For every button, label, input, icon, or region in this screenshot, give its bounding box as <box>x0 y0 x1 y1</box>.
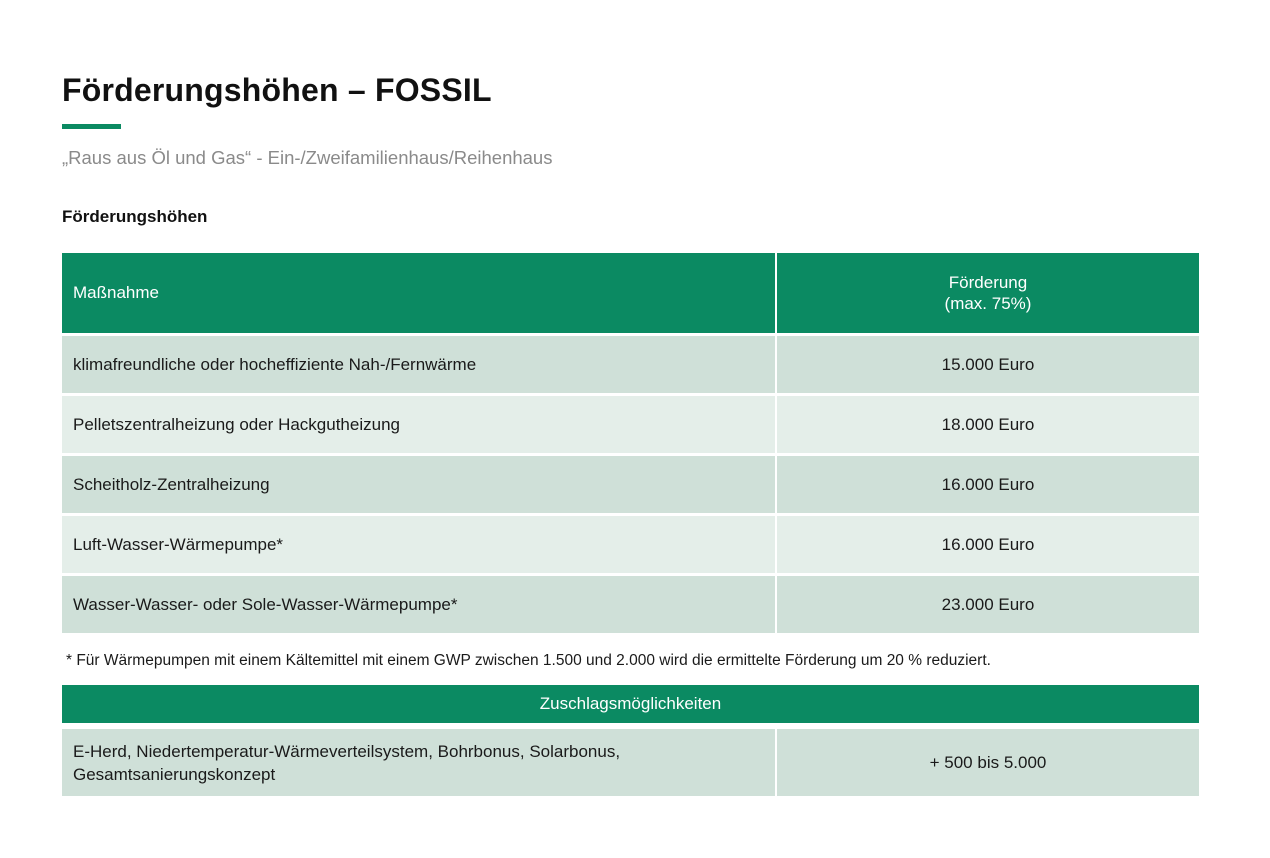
row-funding: 16.000 Euro <box>777 516 1199 573</box>
title-accent-bar <box>62 124 121 129</box>
header-measure: Maßnahme <box>62 253 775 333</box>
row-measure: Wasser-Wasser- oder Sole-Wasser-Wärmepumpe* <box>62 576 775 633</box>
row-measure: klimafreundliche oder hocheffiziente Nah-/Fernwärme <box>62 336 775 393</box>
funding-table <box>62 253 1199 633</box>
table-row <box>62 456 1199 513</box>
row-measure: Pelletszentralheizung oder Hackgutheizung <box>62 396 775 453</box>
surcharge-row <box>62 729 1199 796</box>
surcharge-amount: + 500 bis 5.000 <box>777 729 1199 796</box>
table-row <box>62 396 1199 453</box>
footnote: * Für Wärmepumpen mit einem Kältemittel mit einem GWP zwischen 1.500 und 2.000 wird die ermittelte Förderung um 20 % reduziert. <box>66 652 991 669</box>
row-measure: Scheitholz-Zentralheizung <box>62 456 775 513</box>
row-measure: Luft-Wasser-Wärmepumpe* <box>62 516 775 573</box>
header-funding-max: (max. 75%) <box>944 294 1032 313</box>
table-row <box>62 576 1199 633</box>
section-heading: Förderungshöhen <box>62 207 208 226</box>
page-title: Förderungshöhen – FOSSIL <box>62 72 492 108</box>
surcharge-header: Zuschlagsmöglichkeiten <box>62 685 1199 723</box>
row-funding: 16.000 Euro <box>777 456 1199 513</box>
table-header-row <box>62 253 1199 333</box>
surcharge-measure: E-Herd, Niedertemperatur-Wärmeverteilsystem, Bohrbonus, Solarbonus, Gesamtsanierungskonzept <box>62 729 775 796</box>
page-subtitle: „Raus aus Öl und Gas“ - Ein-/Zweifamilienhaus/Reihenhaus <box>62 147 553 168</box>
row-funding: 15.000 Euro <box>777 336 1199 393</box>
header-funding <box>777 253 1199 333</box>
table-row <box>62 516 1199 573</box>
row-funding: 23.000 Euro <box>777 576 1199 633</box>
header-funding-label: Förderung <box>948 273 1028 292</box>
row-funding: 18.000 Euro <box>777 396 1199 453</box>
table-row <box>62 336 1199 393</box>
